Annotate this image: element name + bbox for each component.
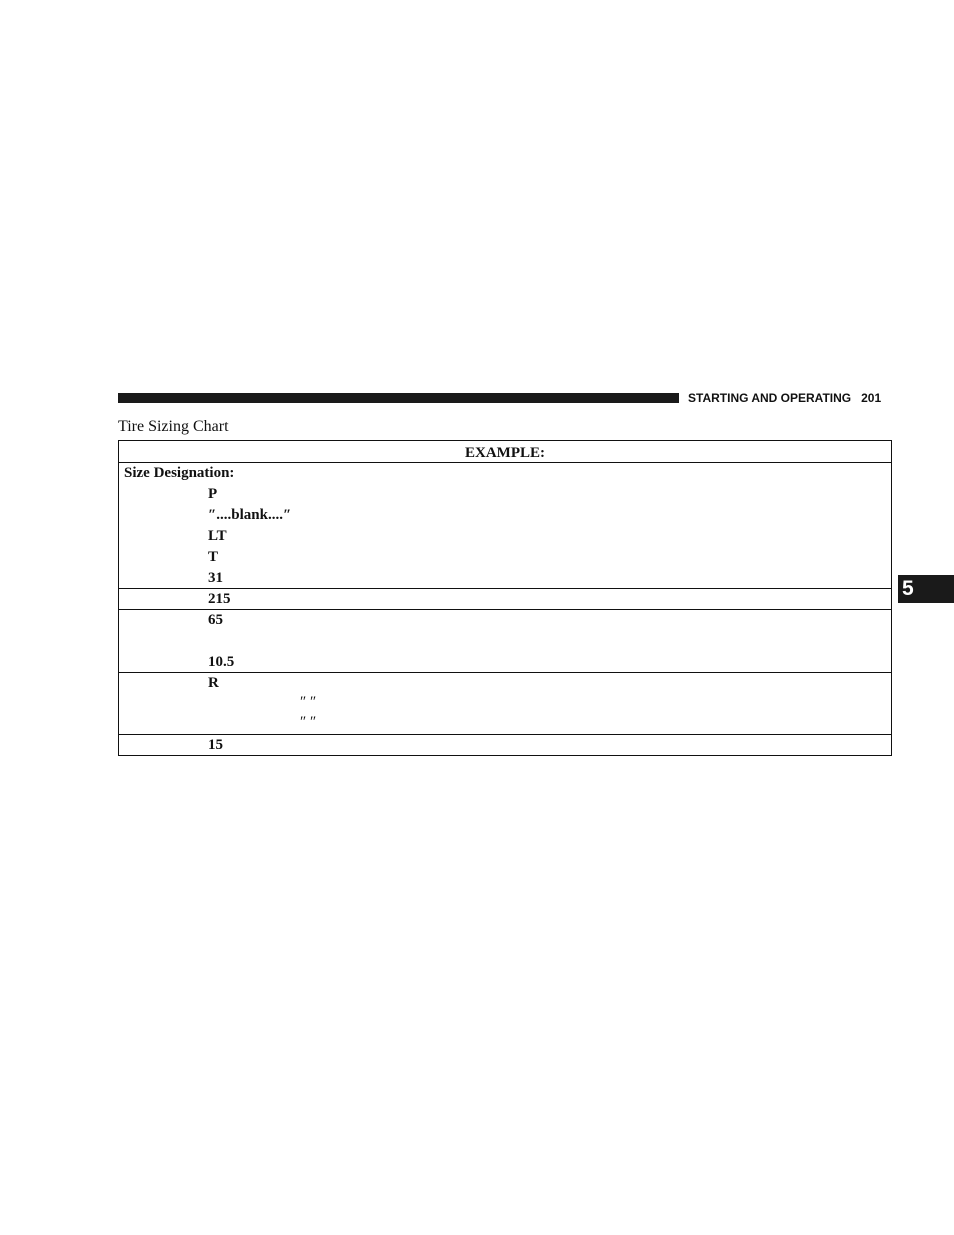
code-65: 65 xyxy=(208,612,223,628)
section-title: STARTING AND OPERATING xyxy=(688,391,852,405)
chart-title: Tire Sizing Chart xyxy=(118,418,229,435)
table-row-size-designation xyxy=(119,463,891,589)
code-31: 31 xyxy=(208,570,223,586)
table-header-row xyxy=(119,441,891,463)
size-designation-label: Size Designation: xyxy=(124,465,235,481)
code-r-quote-2: ″ ″ xyxy=(300,714,317,730)
table-row-aspect-ratio xyxy=(119,610,891,673)
table-row-construction xyxy=(119,673,891,735)
tire-sizing-table xyxy=(118,440,892,756)
code-blank: ″....blank....″ xyxy=(208,507,292,523)
section-header xyxy=(688,390,892,406)
code-r-quote-1: ″ ″ xyxy=(300,694,317,710)
code-15: 15 xyxy=(208,737,223,753)
code-215: 215 xyxy=(208,591,231,607)
page-number: 201 xyxy=(861,391,882,405)
table-row-width xyxy=(119,589,891,610)
section-header-rule xyxy=(118,393,679,403)
example-header: EXAMPLE: xyxy=(465,445,545,461)
code-r: R xyxy=(208,675,219,691)
table-row-rim-diameter xyxy=(119,735,891,755)
code-p: P xyxy=(208,486,218,502)
code-lt: LT xyxy=(208,528,227,544)
code-t: T xyxy=(208,549,219,565)
code-10-5: 10.5 xyxy=(208,654,235,670)
chapter-tab: 5 xyxy=(898,575,954,603)
